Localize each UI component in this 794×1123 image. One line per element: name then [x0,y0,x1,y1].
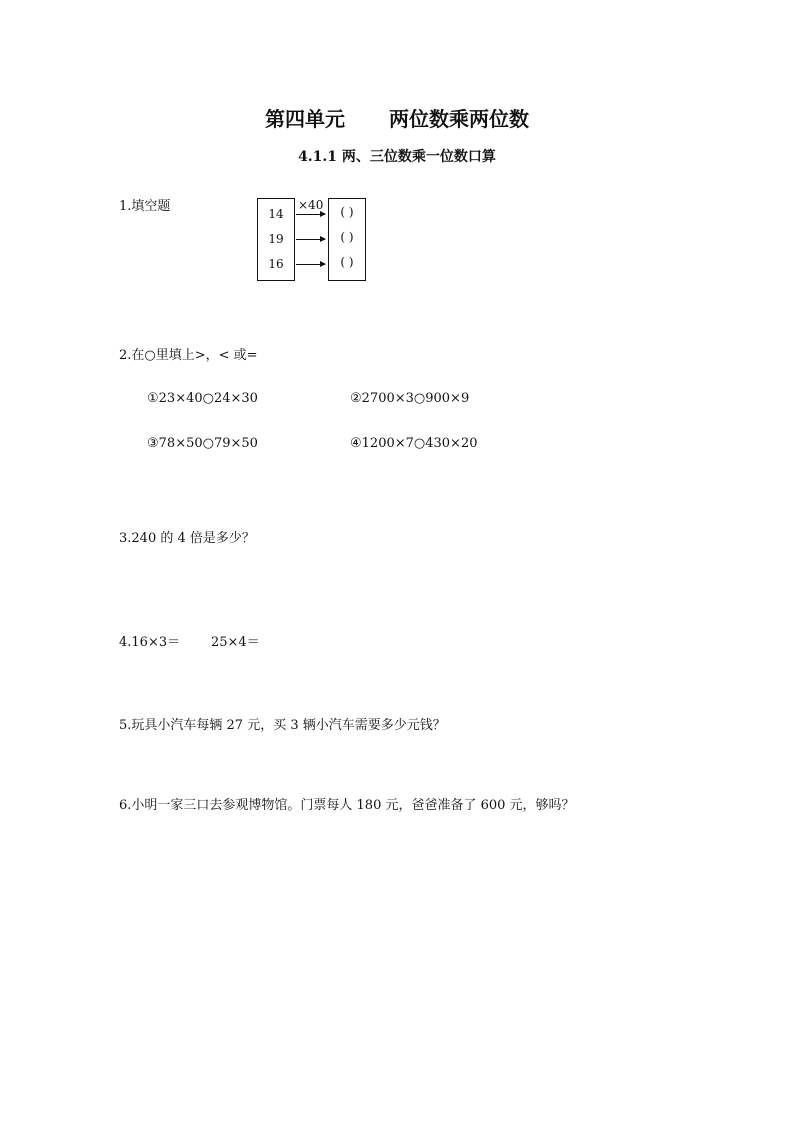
question-2-label: 2.在○里填上>，< 或= [119,348,258,363]
question-1-label: 1.填空题 [119,199,171,214]
arrow-icon [296,264,325,265]
question-6-label: 6.小明一家三口去参观博物馆。门票每人 180 元，爸爸准备了 600 元，够吗？ [119,798,575,813]
input-value: 19 [268,232,284,246]
question-4-label: 4.16×3＝ [119,635,181,650]
topic-title: 两位数乘两位数 [389,107,529,131]
compare-item: ④1200×7○430×20 [350,436,478,451]
lesson-subtitle: 4.1.1 两、三位数乘一位数口算 [298,149,496,165]
question-4-second: 25×4＝ [211,635,260,650]
question-5-label: 5.玩具小汽车每辆 27 元，买 3 辆小汽车需要多少元钱？ [119,718,446,733]
answer-blank[interactable]: ( ) [340,255,354,269]
question-3-label: 3.240 的 4 倍是多少？ [119,531,255,546]
arrow-icon [296,239,325,240]
unit-title: 第四单元 [265,107,345,131]
arrow-icon [296,214,325,215]
input-value: 16 [268,257,284,271]
page-title [0,103,794,132]
compare-item: ③78×50○79×50 [147,436,258,451]
input-value: 14 [268,207,284,221]
compare-item: ①23×40○24×30 [147,391,258,406]
answer-blank[interactable]: ( ) [340,230,354,244]
answer-blank[interactable]: ( ) [340,205,354,219]
multiplier-label: ×40 [298,198,324,212]
compare-item: ②2700×3○900×9 [350,391,470,406]
